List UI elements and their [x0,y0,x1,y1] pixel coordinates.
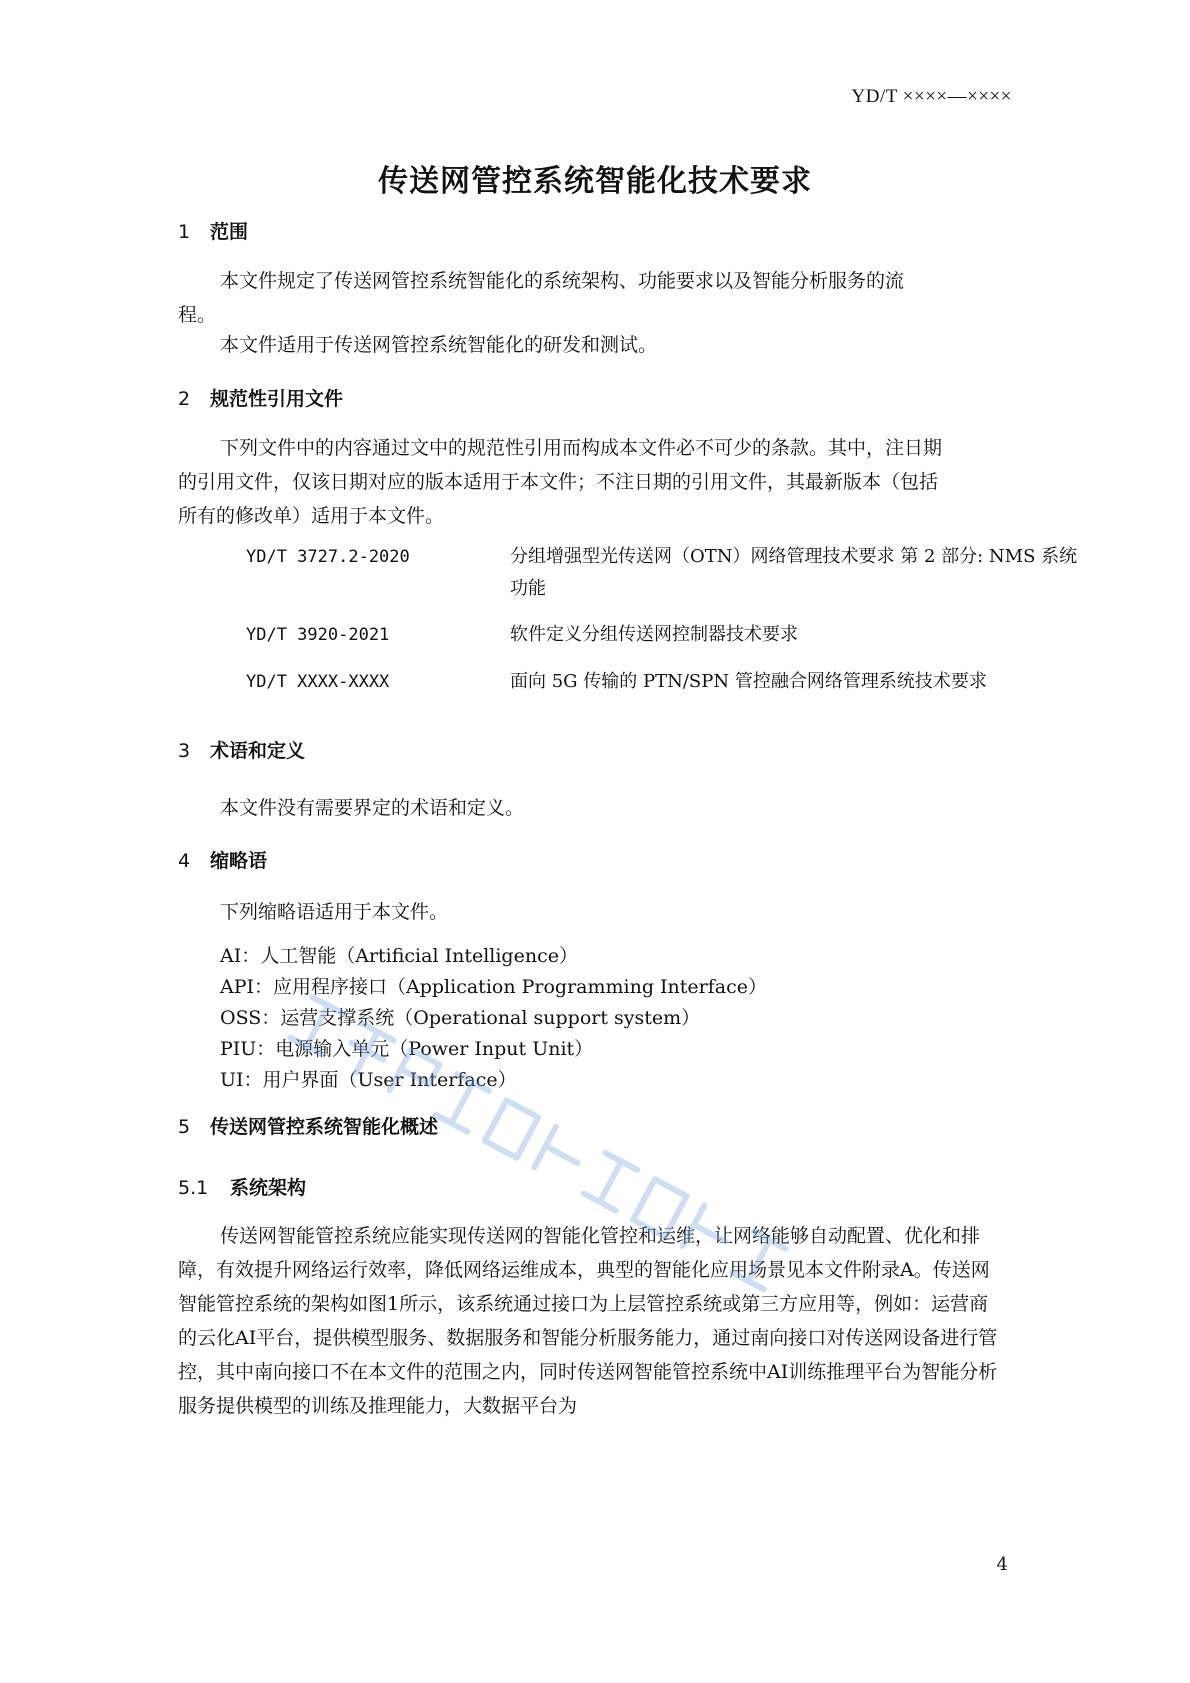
section-number: 5 [178,1116,191,1138]
section-title: 规范性引用文件 [210,388,344,410]
section-5-1-heading [178,1173,306,1200]
document-title: 传送网管控系统智能化技术要求 [378,164,812,199]
abbreviation-item: PIU：电源输入单元（Power Input Unit） [220,1038,594,1060]
section-title: 传送网管控系统智能化概述 [210,1116,439,1138]
section-title: 系统架构 [230,1177,307,1199]
reference-title: 面向 5G 传输的 PTN/SPN 管控融合网络管理系统技术要求 [510,671,987,692]
section-4-heading [178,846,267,873]
section-title: 缩略语 [210,850,268,872]
page-number: 4 [996,1554,1008,1575]
section-title: 术语和定义 [210,740,306,762]
section-number: 2 [178,388,191,410]
standard-code: YD/T ××××—×××× [851,86,1012,107]
terms-paragraph: 本文件没有需要界定的术语和定义。 [220,797,525,819]
reference-code: YD/T XXXX-XXXX [246,672,390,692]
section-2-heading [178,384,343,411]
scope-paragraph-1: 本文件规定了传送网管控系统智能化的系统架构、功能要求以及智能分析服务的流程。 [178,270,905,326]
section-number: 4 [178,850,191,872]
reference-title: 软件定义分组传送网控制器技术要求 [510,624,798,645]
abbreviation-item: UI：用户界面（User Interface） [220,1069,517,1091]
system-architecture-paragraph: 传送网智能管控系统应能实现传送网的智能化管控和运维，让网络能够自动配置、优化和排障，有效提升网络运行效率，降低网络运维成本，典型的智能化应用场景见本文件附录A。传送网智能管控系统的架构如图1所示，该系统通过接口为上层管控系统或第三方应用等，例如：运营商的云化AI平台，提供模型服务、数据服务和智能分析服务能力，通过南向接口对传送网设备进行管控，其中南向接口不在本文件的范围之内，同时传送网智能管控系统中AI训练推理平台为智能分析服务提供模型的训练及推理能力，大数据平台为 [178,1225,998,1417]
section-title: 范围 [210,221,249,243]
section-3-heading [178,736,305,763]
reference-code: YD/T 3727.2-2020 [246,547,410,567]
section-number: 1 [178,221,191,243]
reference-title: 分组增强型光传送网（OTN）网络管理技术要求 第 2 部分: NMS 系统功能 [510,546,1078,599]
section-1-heading [178,217,248,244]
abbreviation-item: AI：人工智能（Artificial Intelligence） [220,945,578,967]
section-number: 5.1 [178,1177,209,1199]
section-number: 3 [178,740,191,762]
reference-code: YD/T 3920-2021 [246,625,390,645]
scope-paragraph-2: 本文件适用于传送网管控系统智能化的研发和测试。 [220,334,658,356]
abbreviations-intro: 下列缩略语适用于本文件。 [220,901,449,923]
section-5-heading [178,1112,438,1139]
abbreviation-item: API：应用程序接口（Application Programming Interface） [220,976,767,998]
abbreviation-item: OSS：运营支撑系统（Operational support system） [220,1007,701,1029]
normative-references-paragraph: 下列文件中的内容通过文中的规范性引用而构成本文件必不可少的条款。其中，注日期的引用文件，仅该日期对应的版本适用于本文件；不注日期的引用文件，其最新版本（包括所有的修改单）适用于本文件。 [178,437,943,527]
